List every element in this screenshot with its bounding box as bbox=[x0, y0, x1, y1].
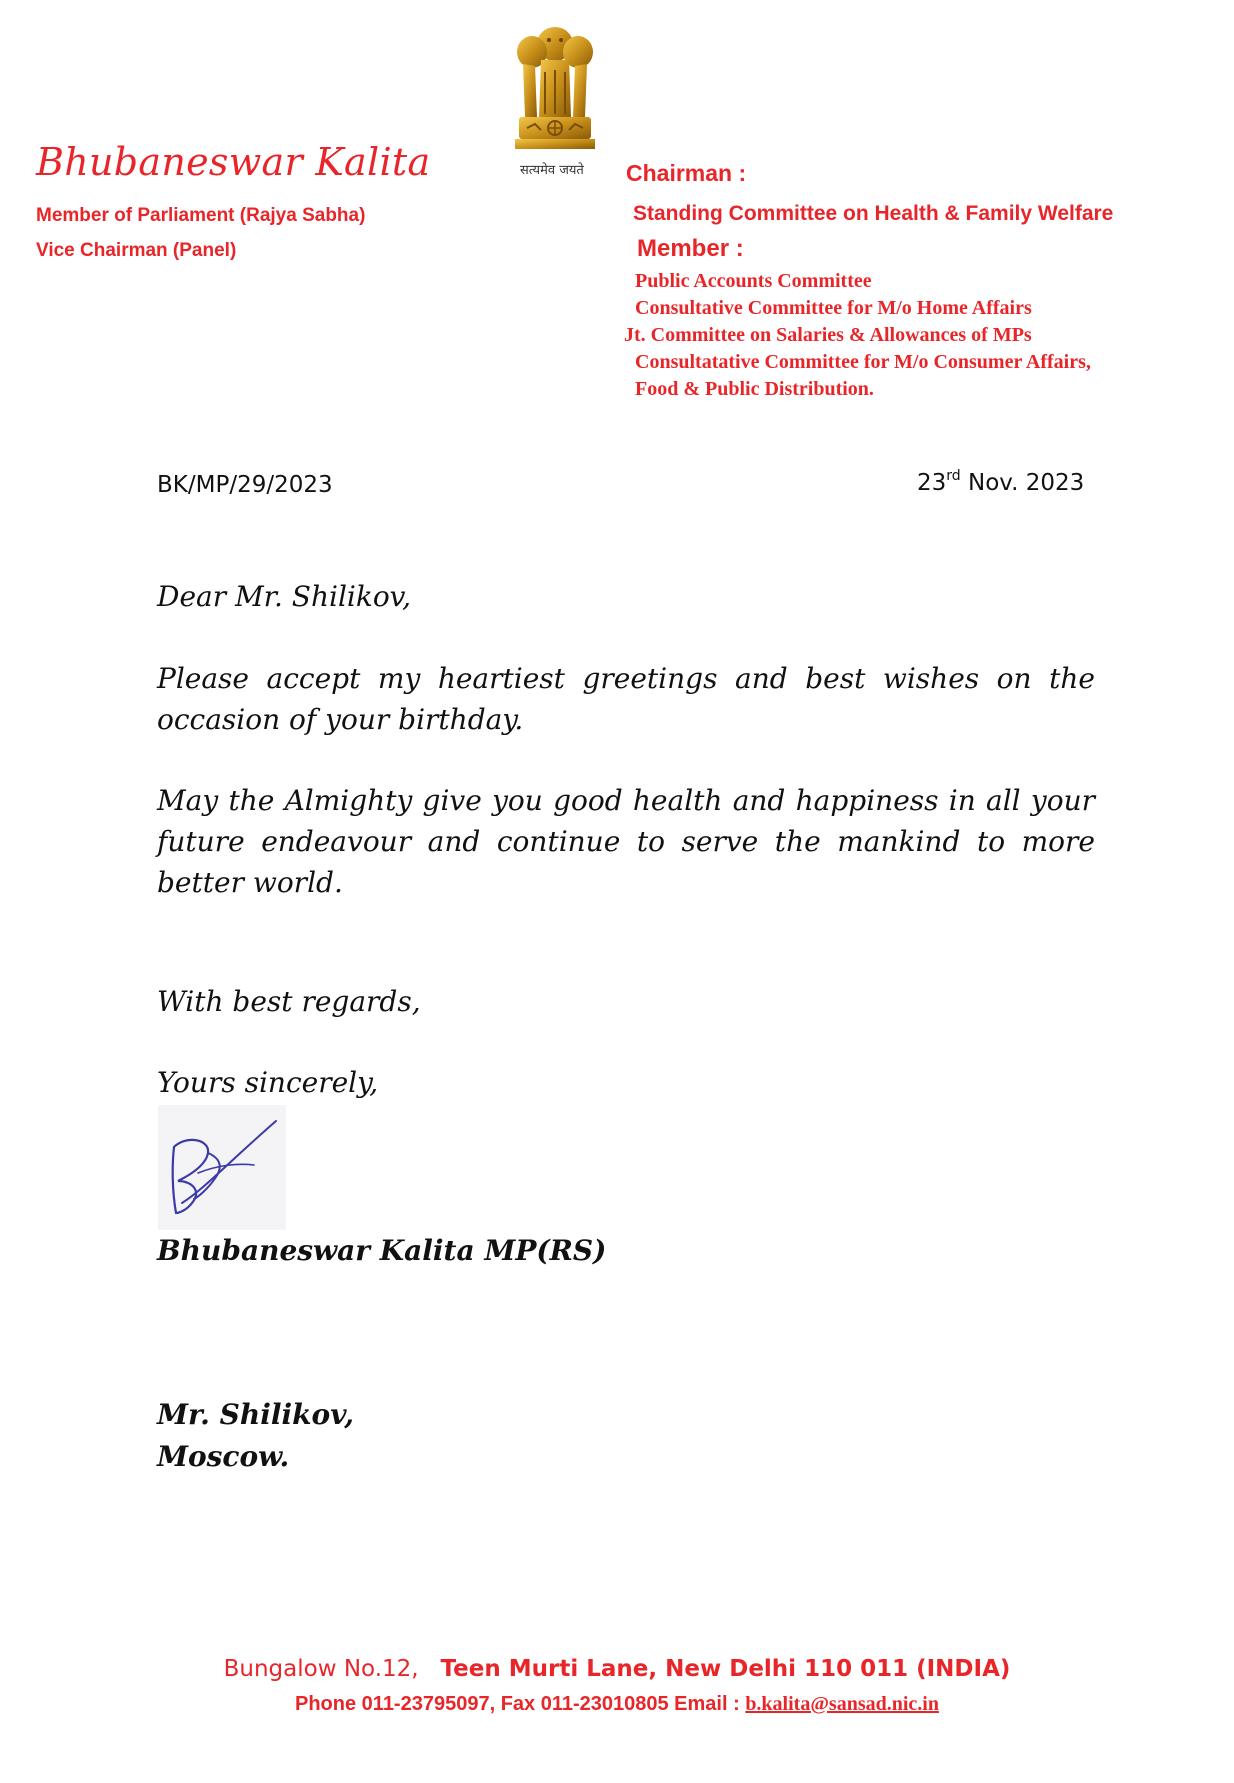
letterhead-role-vice-chairman: Vice Chairman (Panel) bbox=[36, 240, 237, 261]
letter-reference: BK/MP/29/2023 bbox=[157, 472, 333, 498]
footer-email-link[interactable]: b.kalita@sansad.nic.in bbox=[745, 1693, 939, 1715]
chairman-heading: Chairman : bbox=[626, 160, 747, 186]
date-suffix: rd bbox=[946, 468, 961, 484]
body-paragraph-1: Please accept my heartiest greetings and best wishes on the occasion of your birthday. bbox=[157, 662, 1095, 736]
body-paragraph-2: May the Almighty give you good health and happiness in all your future endeavour and continue to serve the mankind to more better world. bbox=[157, 784, 1095, 899]
signatory-name: Bhubaneswar Kalita MP(RS) bbox=[157, 1234, 607, 1267]
chairman-committee: Standing Committee on Health & Family Welfare bbox=[633, 202, 1114, 225]
letterhead-name: Bhubaneswar Kalita bbox=[36, 140, 431, 184]
recipient-name: Mr. Shilikov, bbox=[157, 1398, 354, 1431]
member-committee-list bbox=[624, 268, 1091, 403]
footer-address bbox=[0, 1656, 1234, 1682]
member-committee-item: Jt. Committee on Salaries & Allowances of MPs bbox=[624, 324, 1032, 346]
footer-phone-fax: Phone 011-23795097, Fax 011-23010805 Email : bbox=[295, 1693, 746, 1715]
date-month-year: Nov. 2023 bbox=[960, 470, 1085, 496]
member-committee-item: Food & Public Distribution. bbox=[635, 378, 874, 400]
footer-address-street: Teen Murti Lane, New Delhi 110 011 (INDIA) bbox=[440, 1656, 1011, 1682]
national-emblem-icon bbox=[505, 22, 605, 162]
recipient-city: Moscow. bbox=[157, 1440, 290, 1473]
salutation: Dear Mr. Shilikov, bbox=[157, 580, 412, 613]
member-committee-item: Consultatative Committee for M/o Consumer Affairs, bbox=[635, 351, 1091, 373]
date-day: 23 bbox=[917, 470, 947, 496]
footer-address-bungalow: Bungalow No.12, bbox=[223, 1656, 419, 1682]
signature-image bbox=[158, 1105, 286, 1230]
member-committee-item: Public Accounts Committee bbox=[635, 270, 872, 292]
member-heading: Member : bbox=[637, 235, 744, 262]
regards-line: With best regards, bbox=[157, 985, 421, 1018]
member-committee-item: Consultative Committee for M/o Home Affairs bbox=[635, 297, 1032, 319]
letter-date bbox=[917, 468, 1084, 496]
letterhead-role-mp: Member of Parliament (Rajya Sabha) bbox=[36, 205, 366, 226]
footer-contact bbox=[0, 1693, 1234, 1716]
emblem-motto: सत्यमेव जयते bbox=[520, 163, 584, 178]
closing-line: Yours sincerely, bbox=[157, 1066, 379, 1099]
